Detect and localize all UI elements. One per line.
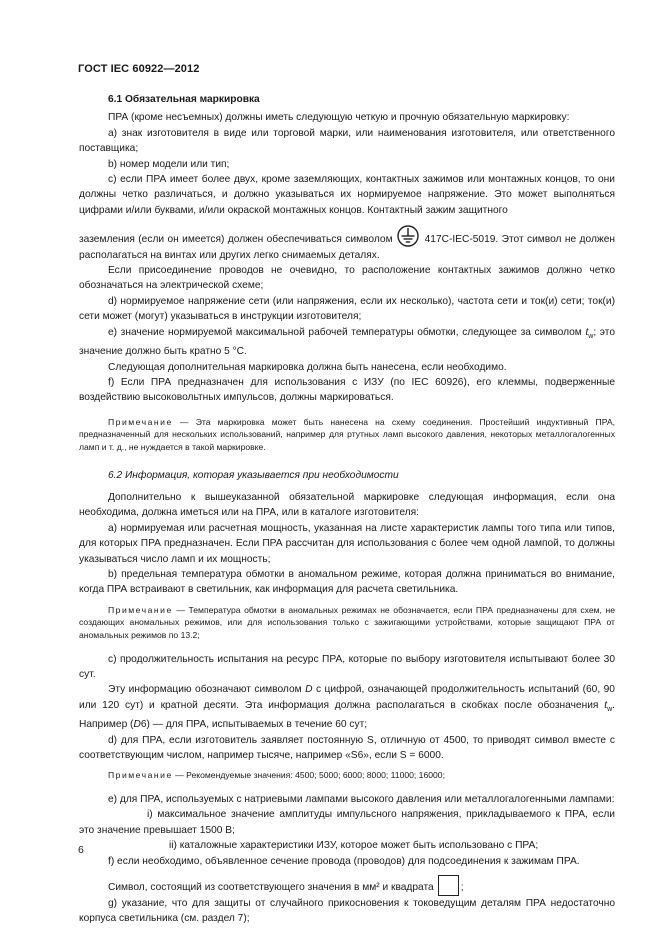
text: с цифрой, означающей продолжительность испытаний (60, 90 или 120 сут) и кратной десяти. Эта информация должна располагаться в скобках после обозначения <box>79 684 615 711</box>
paragraph: с) продолжительность испытания на ресурс ПРА, которые по выбору изготовителя испытывают более 30 сут. <box>79 653 615 680</box>
paragraph: b) предельная температура обмотки в аномальном режиме, которая должна приниматься во внимание, когда ПРА встраивают в светильник, как информация для расчета светильника. <box>79 568 615 596</box>
paragraph: Следующая дополнительная маркировка должна быть нанесена, если необходимо. <box>108 361 507 373</box>
paragraph <box>79 682 615 732</box>
paragraph-ground-symbol <box>79 225 615 263</box>
paragraph: а) знак изготовителя в виде или торговой марки, или наименования изготовителя, или ответственного поставщика; <box>79 127 615 155</box>
paragraph: Если присоединение проводов не очевидно, то расположение контактных зажимов должно четко обозначаться на электрической схеме; <box>79 265 615 292</box>
symbol: t <box>604 699 608 711</box>
text: Символ, состоящий из соответствующего значения в мм² и квадрата <box>108 882 434 894</box>
note-text: — Эта маркировка может быть нанесена на схему соединения. Простейший индуктивный ПРА, предназначенный для нескольких использований, например для ртутных ламп высокого давления, некоторых металлогалогенных ламп и т. д., не нуждается в такой маркировке. <box>79 416 615 452</box>
note <box>79 769 615 782</box>
text: 6) — для ПРА, испытываемых в течение 60 сут; <box>140 719 368 731</box>
note <box>79 604 615 642</box>
note <box>79 416 615 454</box>
paragraph <box>79 325 615 360</box>
section-6-1-title: 6.1 Обязательная маркировка <box>108 94 260 105</box>
paragraph: d) нормируемое напряжение сети (или напряжения, если их несколько), частота сети и ток(и) сети; ток(и) сети может (могут) указываться в инструкции изготовителя; <box>79 295 615 323</box>
note-text: — Рекомендуемые значения: 4500; 5000; 6000; 8000; 11000; 16000; <box>172 770 445 781</box>
paragraph: d) для ПРА, если изготовитель заявляет постоянную S, отличную от 4500, то приводят символ вместе с соответствующим числом, например тысяче, например «S6», если S = 6000. <box>79 734 615 762</box>
paragraph: Дополнительно к вышеуказанной обязательной маркировке следующая информация, если она необходима, должна иметься или на ПРА, или в каталоге изготовителя: <box>79 491 615 519</box>
subscript: w <box>607 705 613 713</box>
symbol: t <box>585 326 589 338</box>
text: Эту информацию обозначают символом <box>108 684 306 696</box>
paragraph: а) нормируемая или расчетная мощность, указанная на листе характеристик лампы того типа или типов, для которых ПРА предназначен. Если ПРА рассчитан для использования с более чем одной лампой, то должны указываться число ламп и их мощность; <box>79 522 615 565</box>
standard-header: ГОСТ IEC 60922—2012 <box>78 63 200 75</box>
section-6-2-title: 6.2 Информация, которая указывается при необходимости <box>108 469 399 481</box>
text: е) значение нормируемой максимальной рабочей температуры обмотки, следующее за символом <box>108 326 586 338</box>
paragraph: i) максимальное значение амплитуды импульсного напряжения, прикладываемого к ПРА, если это значение превышает 1500 В; <box>79 809 615 836</box>
paragraph: ii) каталожные характеристики ИЗУ, которое может быть использовано с ПРА; <box>169 840 539 852</box>
paragraph: е) для ПРА, используемых с натриевыми лампами высокого давления или металлогалогенными лампами: <box>108 794 615 806</box>
paragraph: f) Если ПРА предназначен для использования с ИЗУ (по IEC 60926), его клеммы, подверженные воздействию высоковольтных импульсов, должны маркироваться. <box>79 376 615 404</box>
protective-earth-icon <box>395 225 421 247</box>
page-number: 6 <box>78 844 84 856</box>
text: 417С-IEC-5019. Этот символ не должен располагаться на винтах или других легко снимаемых деталях. <box>79 234 615 261</box>
symbol: D <box>305 684 313 696</box>
note-label: Примечание <box>108 604 173 615</box>
paragraph: ПРА (кроме несъемных) должны иметь следующую четкую и прочную обязательную маркировку: <box>108 112 570 124</box>
paragraph: g) указание, что для защиты от случайного прикосновения к токоведущим деталям ПРА недостаточно корпуса светильника (см. раздел 7); <box>79 898 615 925</box>
text: . Например ( <box>79 699 615 731</box>
subscript: w <box>588 332 594 340</box>
text: ; это значение должно быть кратно 5 °С. <box>79 326 615 358</box>
paragraph: с) если ПРА имеет более двух, кроме заземляющих, контактных зажимов или монтажных концов, то они должны четко различаться, и должно указываться их нормируемое напряжение. Это может выполняться цифрами и/или буквами, и/или окраской монтажных концов. Контактный зажим защитного <box>79 174 615 216</box>
square-symbol-icon <box>438 875 459 896</box>
paragraph: b) номер модели или тип; <box>108 158 230 170</box>
paragraph-square-symbol <box>79 875 615 896</box>
page-content <box>79 92 615 927</box>
note-label: Примечание <box>108 770 173 781</box>
paragraph: f) если необходимо, объявленное сечение провода (проводов) для подсоединения к зажимам ПРА. <box>108 855 580 867</box>
note-text: — Температура обмотки в аномальных режимах не обозначается, если ПРА предназначены для схем, не создающих аномальных режимов, или для использования только с зажигающими устройствами, которые защищают ПРА от аномальных режимов по 13.2; <box>79 604 615 640</box>
symbol: D <box>133 719 141 731</box>
text: ; <box>460 882 464 894</box>
note-label: Примечание <box>108 416 173 427</box>
text: заземления (если он имеется) должен обеспечиваться символом <box>79 234 393 246</box>
